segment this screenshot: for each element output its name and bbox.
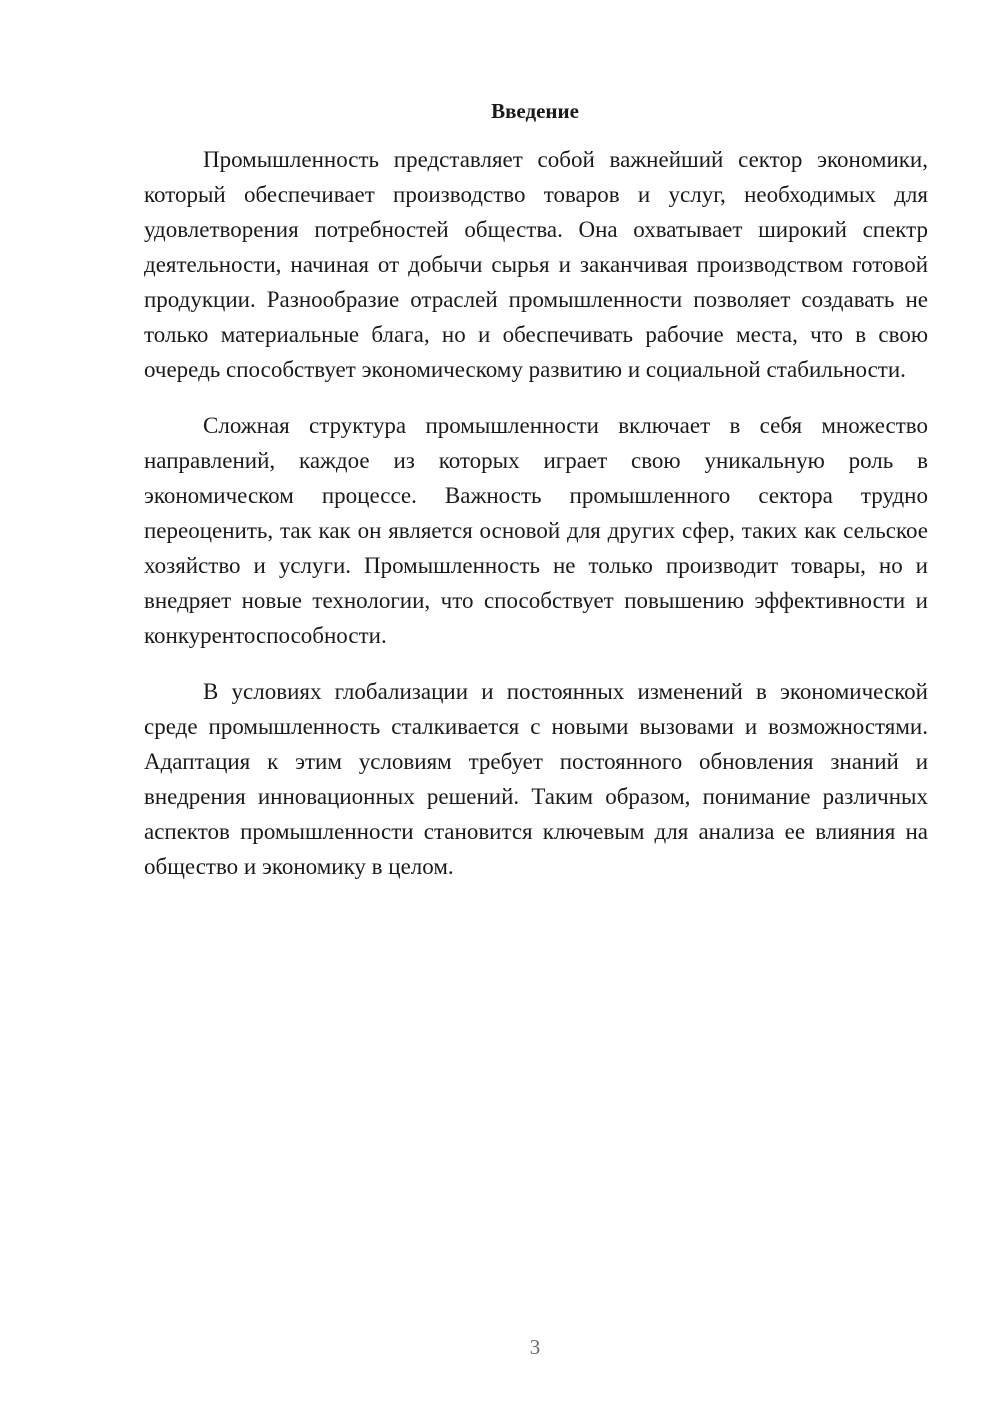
paragraph-2: Сложная структура промышленности включает в себя множество направлений, каждое из которых играет свою уникальную роль в экономическом процессе. Важность промышленного сектора трудно переоценить, так как он является основой для других сфер, таких как сельское хозяйство и услуги. Промышленность не только производит товары, но и внедряет новые технологии, что способствует повышению эффективности и конкурентоспособности. xyxy=(144,413,928,648)
paragraph-1: Промышленность представляет собой важнейший сектор экономики, который обеспечивает производство товаров и услуг, необходимых для удовлетворения потребностей общества. Она охватывает широкий спектр деятельности, начиная от добычи сырья и заканчивая производством готовой продукции. Разнообразие отраслей промышленности позволяет создавать не только материальные блага, но и обеспечивать рабочие места, что в свою очередь способствует экономическому развитию и социальной стабильности. xyxy=(144,147,928,382)
page-number: 3 xyxy=(529,1335,541,1359)
section-title: Введение xyxy=(491,99,579,123)
body-text xyxy=(144,142,928,905)
paragraph-3: В условиях глобализации и постоянных изменений в экономической среде промышленность сталкивается с новыми вызовами и возможностями. Адаптация к этим условиям требует постоянного обновления знаний и внедрения инновационных решений. Таким образом, понимание различных аспектов промышленности становится ключевым для анализа ее влияния на общество и экономику в целом. xyxy=(144,679,928,879)
